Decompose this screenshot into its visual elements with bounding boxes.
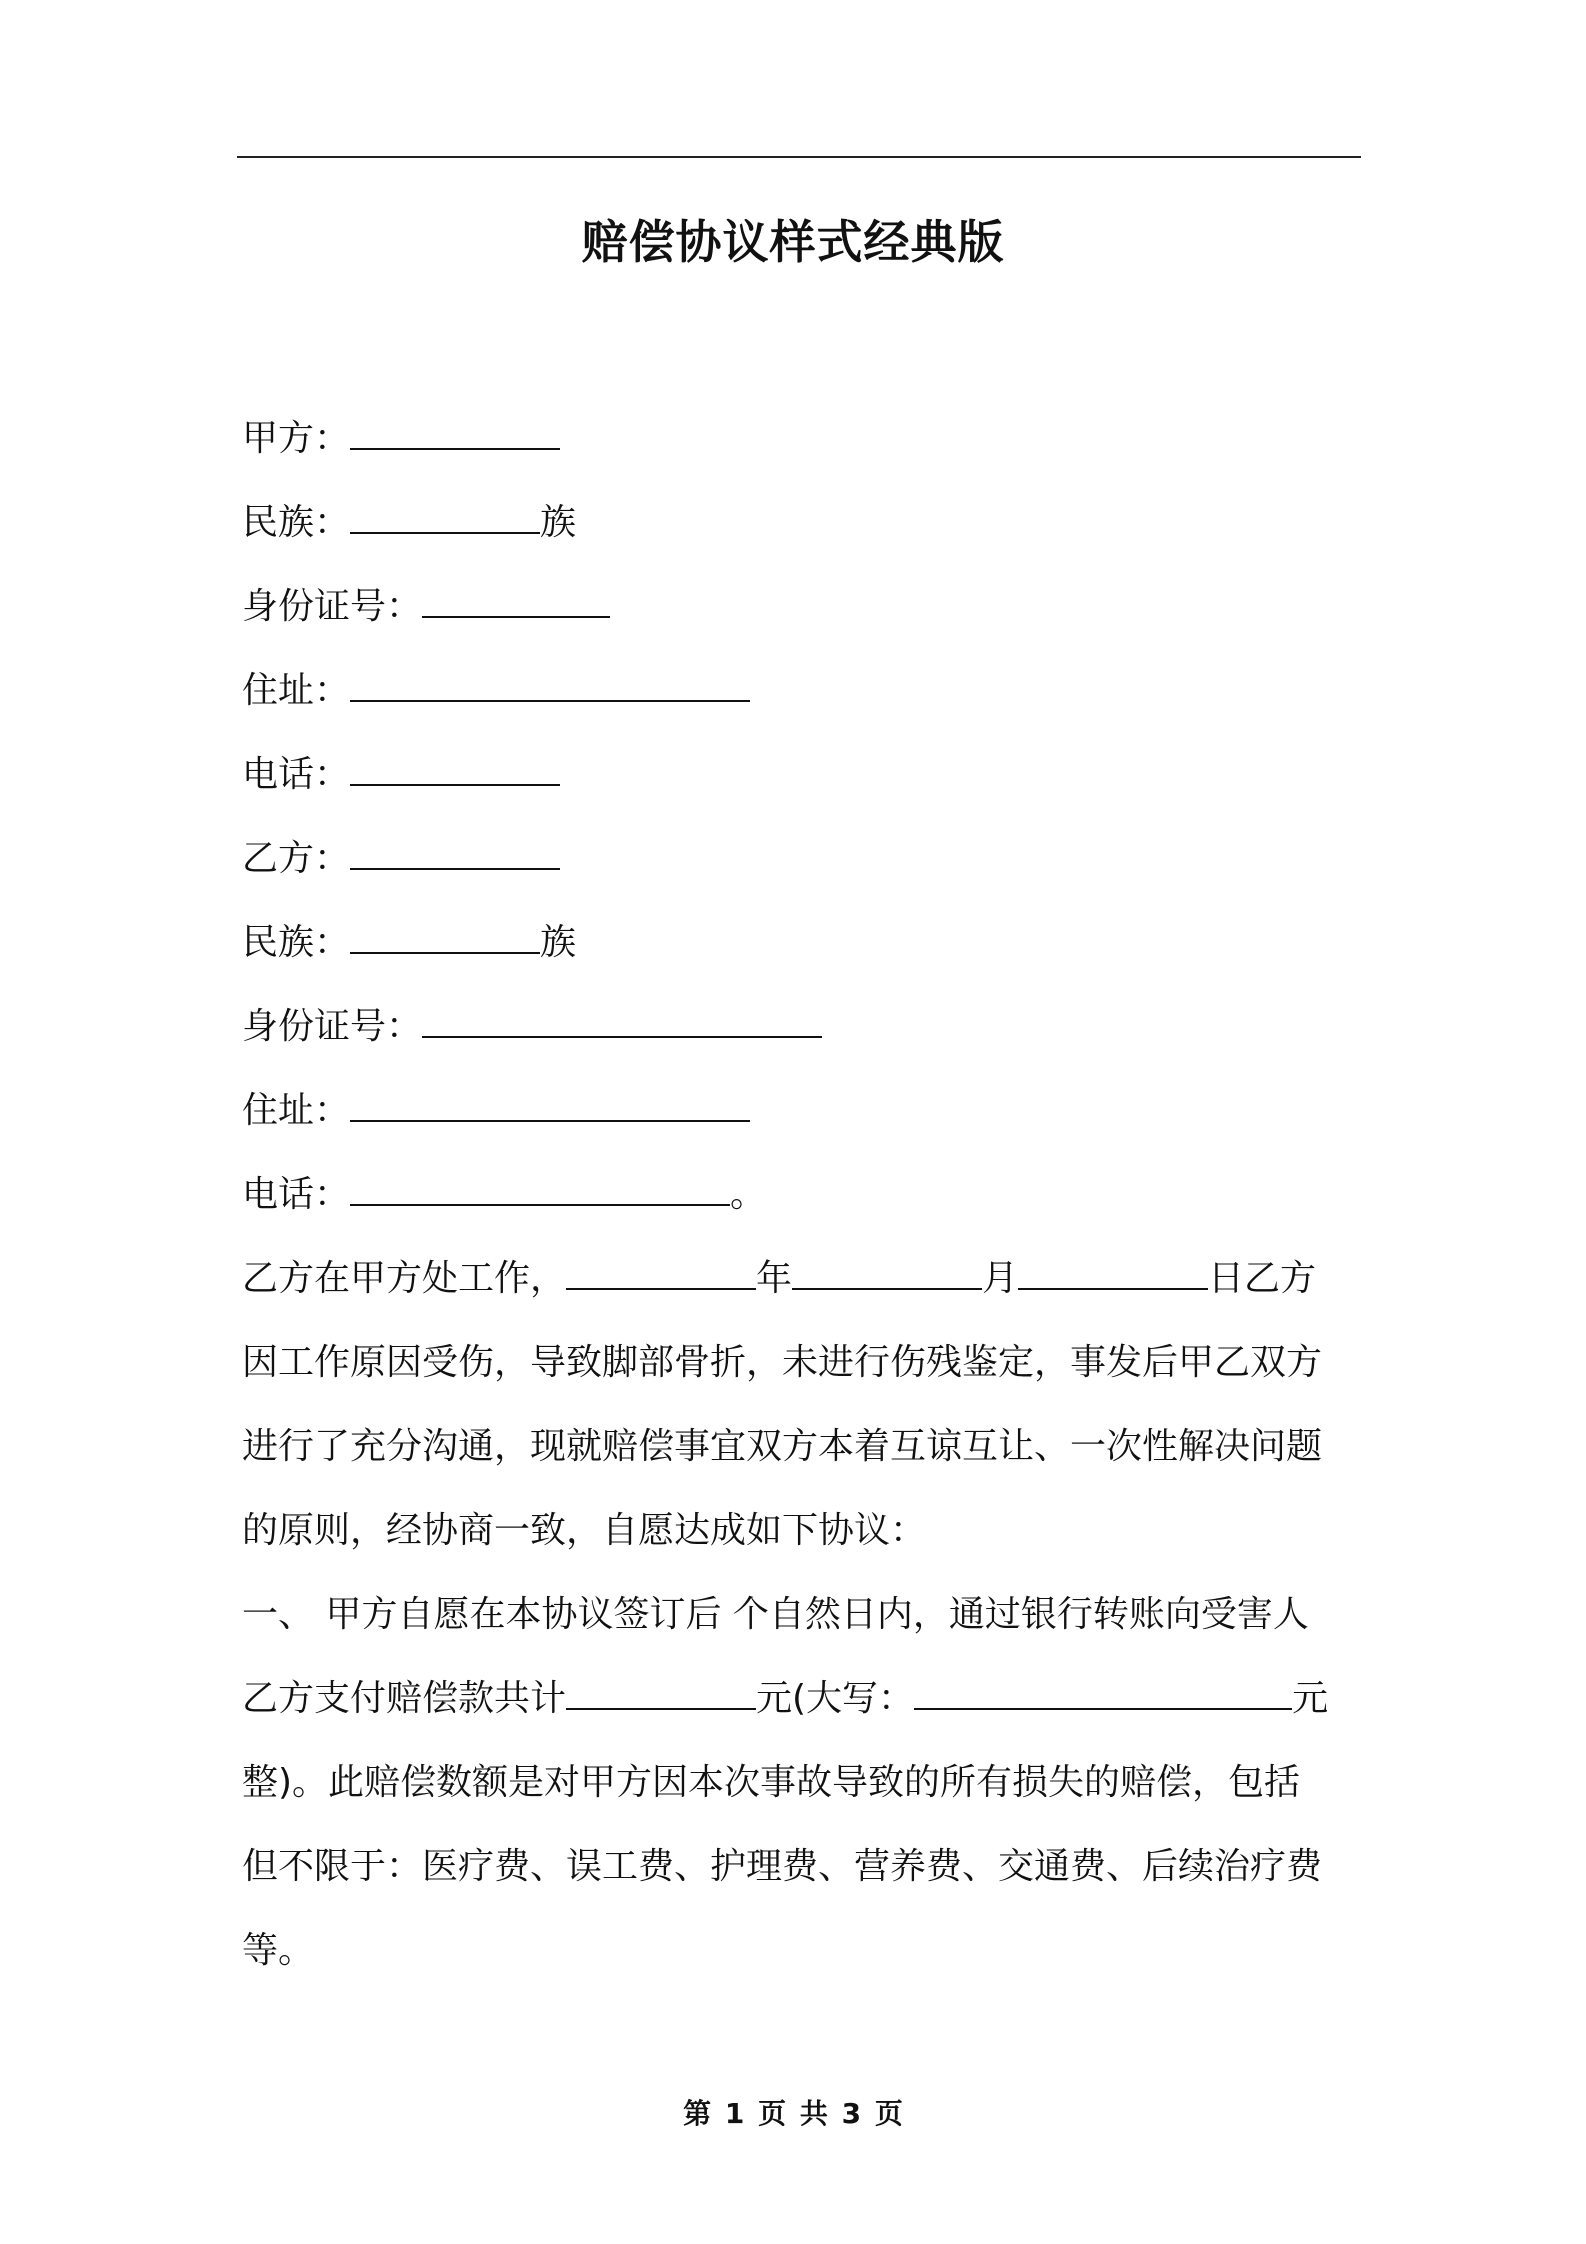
year-label: 年 [756, 1258, 793, 1299]
page-footer: 第 1 页 共 3 页 [683, 2097, 903, 2130]
party-b-id-blank[interactable] [422, 1004, 822, 1038]
party-b-id-field [242, 1002, 822, 1052]
party-a-id-label: 身份证号： [242, 586, 423, 627]
party-a-ethnicity-label: 民族： [242, 502, 351, 543]
intro-paragraph [242, 1237, 1362, 1573]
party-a-address-label: 住址： [242, 670, 351, 711]
document-title: 赔偿协议样式经典版 [581, 215, 1005, 269]
party-b-phone-end: 。 [730, 1174, 767, 1215]
party-a-address-field [242, 666, 750, 716]
clause-1-capital-label: 元(大写： [756, 1678, 915, 1719]
party-b-ethnicity-blank[interactable] [350, 920, 540, 954]
party-b-field [242, 834, 560, 884]
party-b-ethnicity-label: 民族： [242, 922, 351, 963]
clause-1-line-1: 一、 甲方自愿在本协议签订后 个自然日内，通过银行转账向受害人 [242, 1594, 1309, 1635]
party-b-ethnicity-field [242, 918, 576, 968]
clause-1-line-4: 但不限于：医疗费、误工费、护理费、营养费、交通费、后续治疗费 [242, 1846, 1323, 1887]
party-b-label: 乙方： [242, 838, 351, 879]
party-a-phone-blank[interactable] [350, 752, 560, 786]
clause-1-line-2 [242, 1657, 1362, 1741]
party-b-phone-field [242, 1170, 766, 1220]
clause-1-amount-label: 乙方支付赔偿款共计 [242, 1678, 567, 1719]
party-a-ethnicity-suffix: 族 [540, 502, 577, 543]
party-b-blank[interactable] [350, 836, 560, 870]
party-b-address-label: 住址： [242, 1090, 351, 1131]
party-a-field [242, 414, 560, 464]
intro-line-2: 因工作原因受伤，导致脚部骨折，未进行伤残鉴定，事发后甲乙双方 [242, 1342, 1323, 1383]
party-a-label: 甲方： [242, 418, 351, 459]
party-b-phone-label: 电话： [242, 1174, 351, 1215]
day-label: 日乙方 [1208, 1258, 1317, 1299]
injury-year-blank[interactable] [566, 1256, 756, 1290]
month-label: 月 [982, 1258, 1019, 1299]
party-a-id-field [242, 582, 610, 632]
party-b-address-blank[interactable] [350, 1088, 750, 1122]
header-divider [237, 156, 1361, 158]
party-b-ethnicity-suffix: 族 [540, 922, 577, 963]
party-b-address-field [242, 1086, 750, 1136]
intro-line-1 [242, 1237, 1362, 1321]
party-a-phone-field [242, 750, 560, 800]
party-a-id-blank[interactable] [422, 584, 610, 618]
intro-line-3: 进行了充分沟通，现就赔偿事宜双方本着互谅互让、一次性解决问题 [242, 1426, 1323, 1467]
intro-line-1-text: 乙方在甲方处工作， [242, 1258, 567, 1299]
clause-1-yuan: 元 [1292, 1678, 1329, 1719]
party-a-blank[interactable] [350, 416, 560, 450]
clause-1-paragraph [242, 1573, 1362, 1993]
clause-1-line-5: 等。 [242, 1930, 315, 1971]
party-b-id-label: 身份证号： [242, 1006, 423, 1047]
clause-1-line-3: 整)。此赔偿数额是对甲方因本次事故导致的所有损失的赔偿，包括 [242, 1762, 1301, 1803]
party-b-phone-blank[interactable] [350, 1172, 730, 1206]
party-a-phone-label: 电话： [242, 754, 351, 795]
injury-month-blank[interactable] [792, 1256, 982, 1290]
party-a-ethnicity-blank[interactable] [350, 500, 540, 534]
amount-numeric-blank[interactable] [566, 1676, 756, 1710]
amount-capital-blank[interactable] [914, 1676, 1292, 1710]
intro-line-4: 的原则，经协商一致，自愿达成如下协议： [242, 1510, 927, 1551]
party-a-ethnicity-field [242, 498, 576, 548]
party-a-address-blank[interactable] [350, 668, 750, 702]
injury-day-blank[interactable] [1018, 1256, 1208, 1290]
